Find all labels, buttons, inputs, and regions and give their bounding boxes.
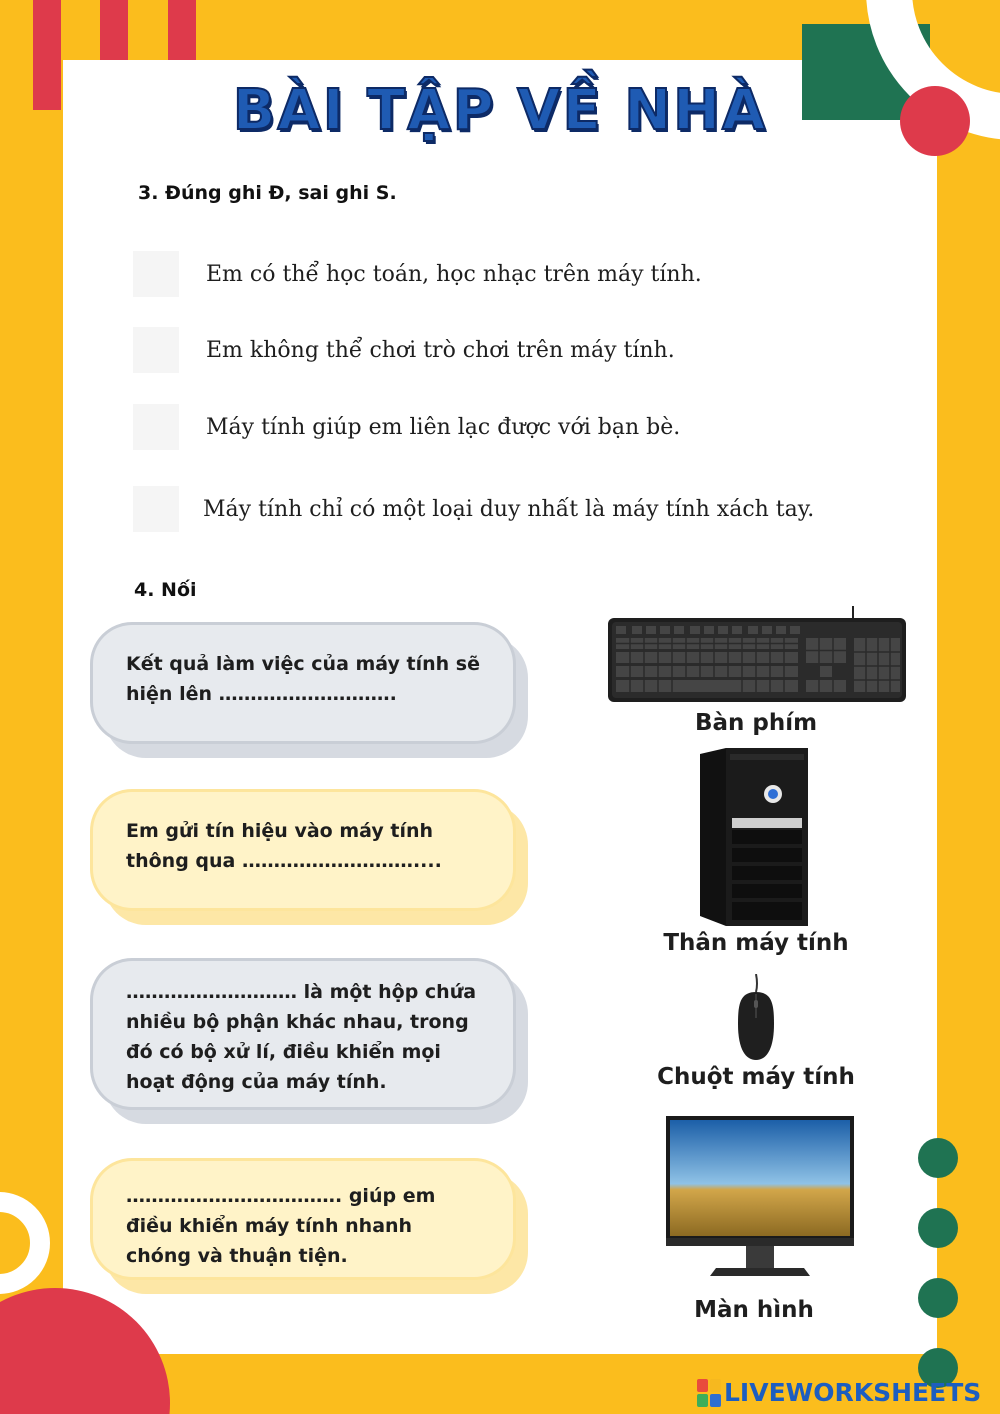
computer-case-icon[interactable] bbox=[698, 746, 812, 930]
label-monitor: Màn hình bbox=[694, 1297, 814, 1323]
mouse-icon[interactable] bbox=[736, 974, 776, 1062]
exercise-3-heading: 3. Đúng ghi Đ, sai ghi S. bbox=[138, 182, 397, 204]
exercise-4-heading: 4. Nối bbox=[134, 579, 197, 601]
label-mouse: Chuột máy tính bbox=[657, 1064, 855, 1090]
answer-box-3[interactable] bbox=[133, 404, 179, 450]
card-text: ……………………… là một hộp chứa nhiều bộ phận khác nhau, trong đó có bộ xử lí, điều khiển mọi hoạt động của máy tính. bbox=[90, 958, 516, 1110]
statement-row bbox=[133, 251, 702, 297]
statement-text: Máy tính giúp em liên lạc được với bạn bè. bbox=[206, 414, 681, 440]
statement-text: Em không thể chơi trò chơi trên máy tính. bbox=[206, 337, 675, 363]
statement-row bbox=[133, 327, 675, 373]
match-card-4[interactable] bbox=[90, 1158, 530, 1298]
answer-box-2[interactable] bbox=[133, 327, 179, 373]
statement-text: Máy tính chỉ có một loại duy nhất là máy tính xách tay. bbox=[203, 496, 815, 522]
keyboard-icon[interactable] bbox=[606, 604, 908, 704]
decor-green-dot-3 bbox=[918, 1278, 958, 1318]
decor-white-ring-left bbox=[0, 1192, 50, 1294]
brand-text: LIVEWORKSHEETS bbox=[724, 1378, 982, 1407]
answer-box-1[interactable] bbox=[133, 251, 179, 297]
match-card-3[interactable] bbox=[90, 958, 530, 1130]
monitor-icon[interactable] bbox=[666, 1116, 854, 1280]
match-card-1[interactable] bbox=[90, 622, 530, 762]
decor-green-dot-2 bbox=[918, 1208, 958, 1248]
statement-text: Em có thể học toán, học nhạc trên máy tính. bbox=[206, 261, 702, 287]
statement-row bbox=[133, 404, 680, 450]
liveworksheets-logo-icon bbox=[697, 1379, 721, 1407]
page-title: BÀI TẬP VỀ NHÀ bbox=[232, 78, 768, 143]
card-text: Kết quả làm việc của máy tính sẽ hiện lên ………………………. bbox=[90, 622, 516, 744]
card-text: Em gửi tín hiệu vào máy tính thông qua ……………………….... bbox=[90, 789, 516, 911]
match-card-2[interactable] bbox=[90, 789, 530, 929]
label-computer-case: Thân máy tính bbox=[663, 930, 849, 956]
answer-box-4[interactable] bbox=[133, 486, 179, 532]
liveworksheets-logo[interactable] bbox=[697, 1378, 981, 1407]
card-text: ……………………………. giúp em điều khiển máy tính nhanh chóng và thuận tiện. bbox=[90, 1158, 516, 1280]
label-keyboard: Bàn phím bbox=[694, 710, 818, 736]
statement-row bbox=[133, 486, 814, 532]
decor-green-dot-1 bbox=[918, 1138, 958, 1178]
